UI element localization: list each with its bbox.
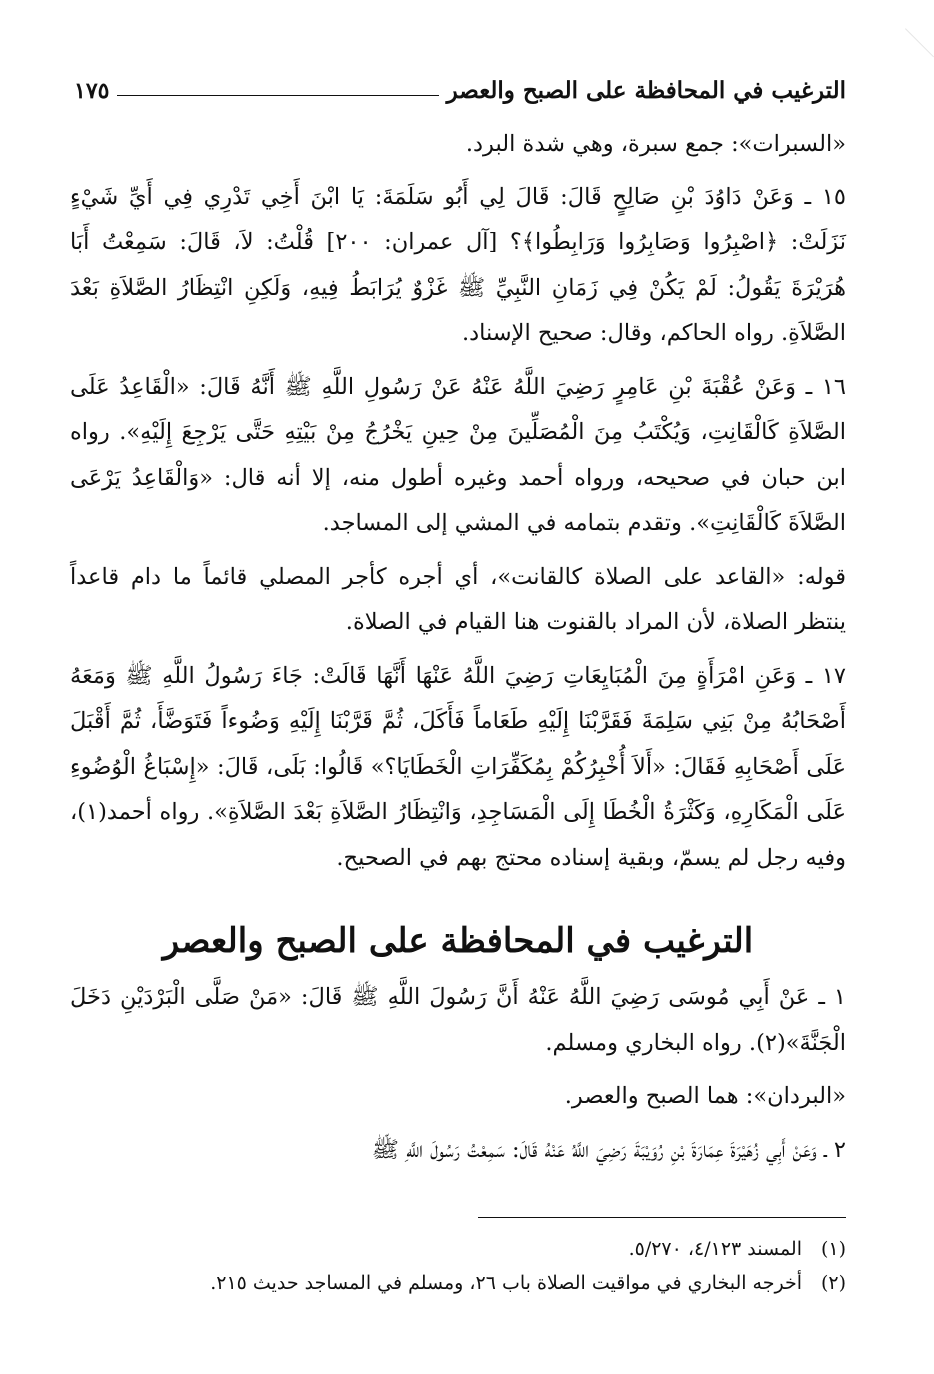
page-corner-mark bbox=[905, 0, 934, 57]
paragraph-hadith-15: ١٥ ـ وَعَنْ دَاوُدَ بْنِ صَالِحٍ قَالَ: قَالَ لِي أَبُو سَلَمَةَ: يَا ابْنَ أَخِي تَدْرِي فِي أَيِّ شَيْءٍ نَزَلَتْ: ﴿اصْبِرُوا وَصَابِرُوا وَرَابِطُوا﴾؟ [آل عمران: ٢٠٠] قُلْتُ: لاَ، قَالَ: سَمِعْتُ أَبَا هُرَيْرَةَ يَقُولُ: لَمْ يَكُنْ فِي زَمَانِ النَّبِيِّ ﷺ غَزْوٌ يُرَابَطُ فِيهِ، وَلَكِنِ انْتِظَارُ الصَّلاَةِ بَعْدَ الصَّلاَةِ. رواه الحاكم، وقال: صحيح الإسناد. bbox=[70, 183, 846, 346]
paragraph-qawluhu-explanation: قوله: «القاعد على الصلاة كالقانت»، أي أجره كأجر المصلي قائماً ما دام قاعداً ينتظر الصلاة، لأن المراد بالقنوت هنا القيام في الصلاة. bbox=[70, 563, 846, 635]
footnote-item bbox=[120, 1232, 846, 1266]
page-body bbox=[70, 122, 846, 1180]
paragraph-sabarat-definition: «السبرات»: جمع سبرة، وهي شدة البرد. bbox=[465, 131, 846, 157]
paragraph-section-hadith-2: ٢ ـ وَعَنْ أَبِي زُهَيْرَةَ عِمَارَةَ بْنِ رُوَيْبَةَ رَضِيَ اللَّهُ عَنْهُ قَالَ: سَمِعْتُ رَسُولَ اللَّهِ ﷺ bbox=[371, 1136, 846, 1163]
footnote-item bbox=[120, 1266, 846, 1300]
paragraph-hadith-17: ١٧ ـ وَعَنِ امْرَأَةٍ مِنَ الْمُبَايِعَاتِ رَضِيَ اللَّهُ عَنْهَا أَنَّهَا قَالَتْ: جَاءَ رَسُولُ اللَّهِ ﷺ وَمَعَهُ أَصْحَابُهُ مِنْ بَنِي سَلِمَةَ فَقَرَّبْنَا إِلَيْهِ طَعَاماً فَأَكَلَ، ثُمَّ قَرَّبْنَا إِلَيْهِ وَضُوءاً فَتَوَضَّأَ، ثُمَّ أَقْبَلَ عَلَى أَصْحَابِهِ فَقَالَ: «أَلاَ أُخْبِرُكُمْ بِمُكَفِّرَاتِ الْخَطَايَا؟» قَالُوا: بَلَى، قَالَ: «إِسْبَاغُ الْوُضُوءِ عَلَى الْمَكَارِهِ، وَكَثْرَةُ الْخُطَا إِلَى الْمَسَاجِدِ، وَانْتِظَارُ الصَّلاَةِ بَعْدَ الصَّلاَةِ». رواه أحمد(١)، وفيه رجل لم يسمّ، وبقية إسناده محتج بهم في الصحيح. bbox=[70, 662, 846, 871]
paragraph-bardan-definition: «البردان»: هما الصبح والعصر. bbox=[564, 1083, 846, 1109]
footnote-separator bbox=[478, 1217, 846, 1218]
running-header bbox=[74, 64, 846, 104]
footnote-text: المسند ٤/١٢٣، ٥/٢٧٠. bbox=[628, 1238, 802, 1260]
page-number: ١٧٥ bbox=[74, 78, 110, 104]
header-rule bbox=[117, 95, 438, 96]
header-title: الترغيب في المحافظة على الصبح والعصر bbox=[446, 77, 846, 104]
footnote-text: أخرجه البخاري في مواقيت الصلاة باب ٢٦، ومسلم في المساجد حديث ٢١٥. bbox=[210, 1272, 802, 1294]
paragraph-hadith-16: ١٦ ـ وَعَنْ عُقْبَةَ بْنِ عَامِرٍ رَضِيَ اللَّهُ عَنْهُ عَنْ رَسُولِ اللَّهِ ﷺ أَنَّهُ قَالَ: «الْقَاعِدُ عَلَى الصَّلاَةِ كَالْقَانِتِ، وَيُكْتَبُ مِنَ الْمُصَلِّينَ مِنْ حِينِ يَخْرُجُ مِنْ بَيْتِهِ حَتَّى يَرْجِعَ إِلَيْهِ». رواه ابن حبان في صحيحه، ورواه أحمد وغيره أطول منه، إلا أنه قال: «وَالْقَاعِدُ يَرْعَى الصَّلاَةَ كَالْقَانِتِ». وتقدم بتمامه في المشي إلى المساجد. bbox=[70, 373, 846, 536]
section-heading: الترغيب في المحافظة على الصبح والعصر bbox=[162, 921, 754, 961]
footnote-number: (١) bbox=[820, 1238, 846, 1260]
paragraph-section-hadith-1: ١ ـ عَنْ أَبِي مُوسَى رَضِيَ اللَّهُ عَنْهُ أَنَّ رَسُولَ اللَّهِ ﷺ قَالَ: «مَنْ صَلَّى الْبَرْدَيْنِ دَخَلَ الْجَنَّةَ»(٢). رواه البخاري ومسلم. bbox=[70, 984, 846, 1056]
footnote-number: (٢) bbox=[820, 1272, 846, 1294]
footnotes bbox=[120, 1232, 846, 1300]
